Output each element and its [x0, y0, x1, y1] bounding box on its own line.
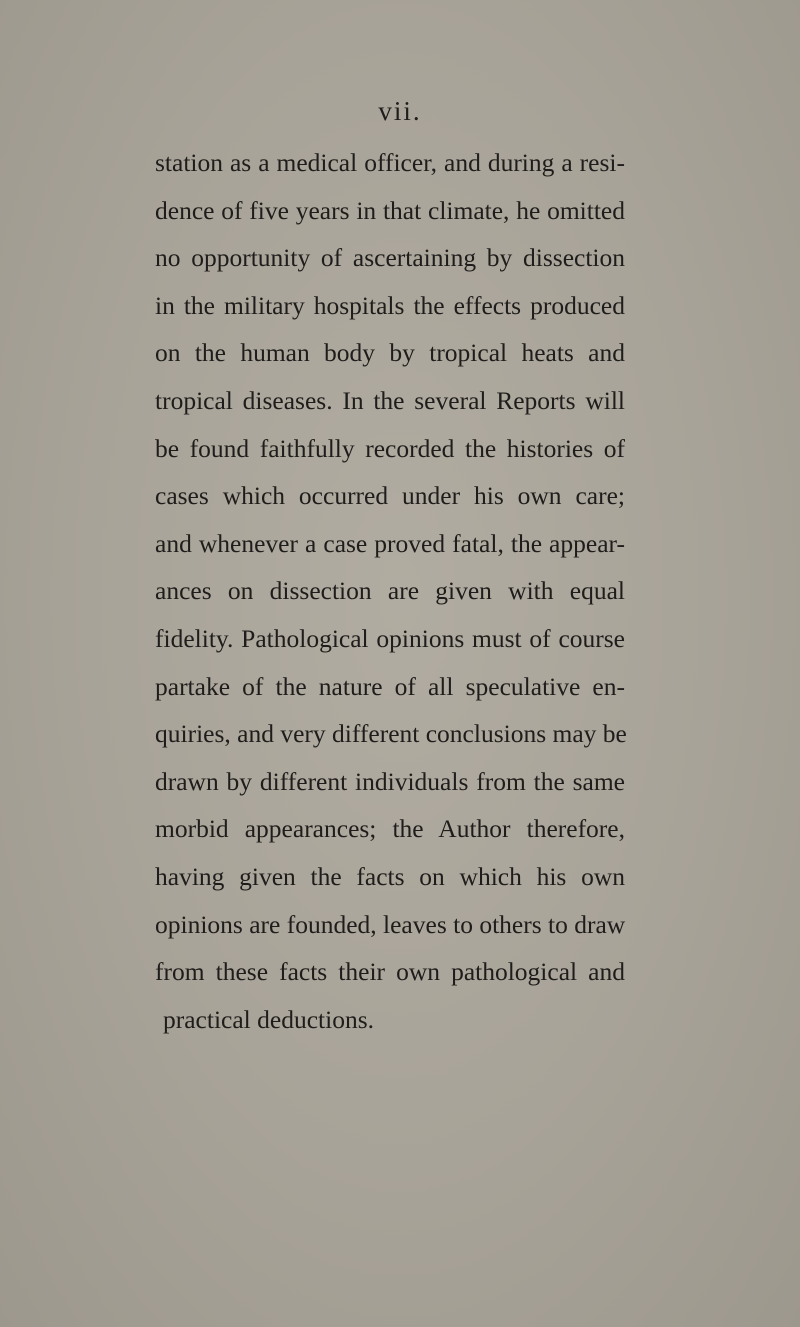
text-line: ances on dissection are given with equal — [155, 576, 625, 606]
text-line: quiries, and very different conclusions may be — [155, 719, 627, 749]
body-paragraph — [155, 139, 625, 1043]
text-line: opinions are founded, leaves to others to draw — [155, 909, 626, 939]
text-line: no opportunity of ascertaining by dissection — [155, 243, 625, 273]
text-line: dence of five years in that climate, he omitted — [155, 195, 625, 225]
text-line: in the military hospitals the effects produced — [155, 290, 625, 320]
text-line: cases which occurred under his own care; — [155, 481, 625, 511]
page-number: vii. — [378, 96, 422, 126]
text-line: morbid appearances; the Author therefore, — [155, 814, 625, 844]
text-line: tropical diseases. In the several Reports will — [155, 385, 625, 415]
text-line: and whenever a case proved fatal, the appear- — [155, 528, 625, 558]
text-line: fidelity. Pathological opinions must of course — [155, 623, 625, 653]
text-line: on the human body by tropical heats and — [155, 338, 625, 368]
text-line: practical deductions. — [163, 1004, 374, 1034]
text-line: station as a medical officer, and during a resi- — [155, 148, 625, 177]
text-line: having given the facts on which his own — [155, 861, 625, 891]
text-line: be found faithfully recorded the histories of — [155, 433, 625, 463]
text-line: drawn by different individuals from the same — [155, 766, 625, 796]
text-line: partake of the nature of all speculative en- — [155, 671, 625, 701]
text-line: from these facts their own pathological and — [155, 957, 625, 987]
